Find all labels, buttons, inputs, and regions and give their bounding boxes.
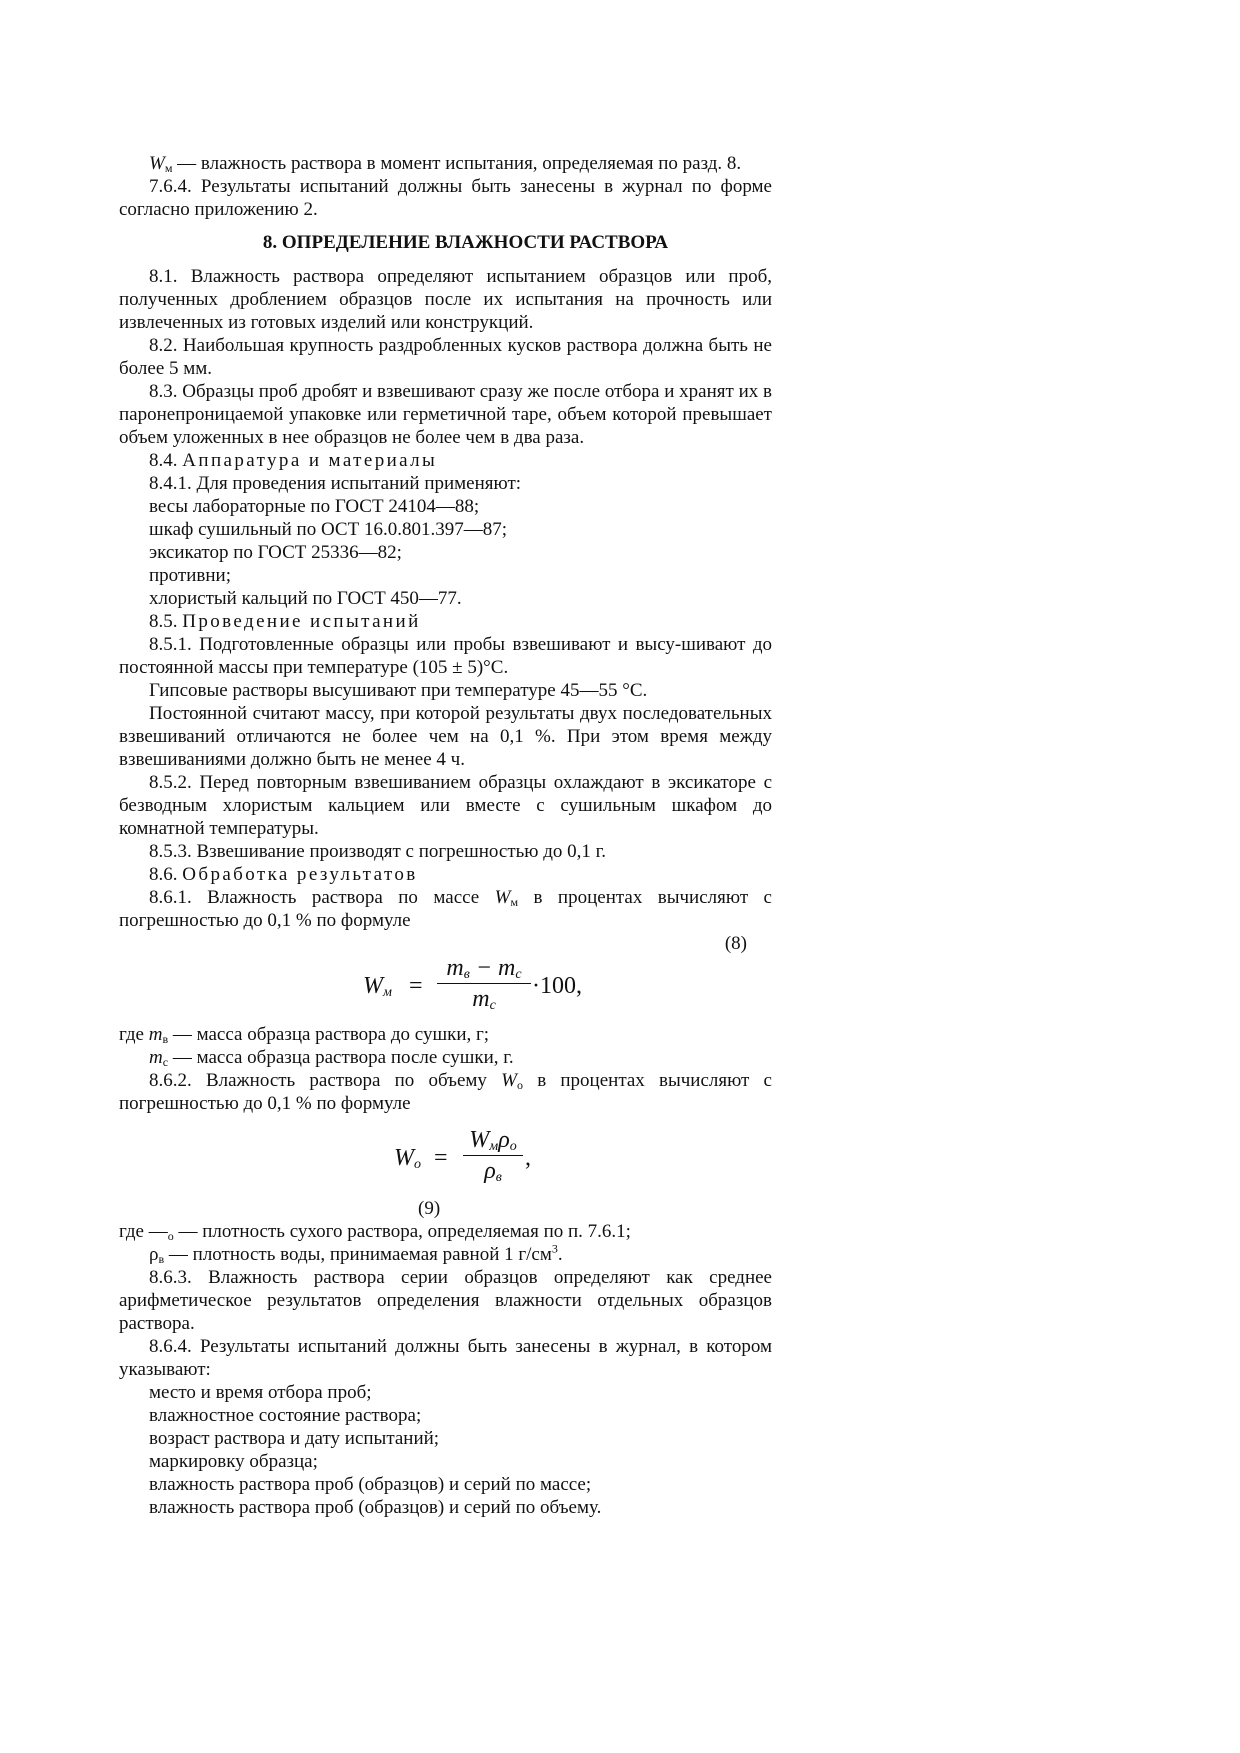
document-page	[119, 152, 772, 1519]
paragraph-constant-mass: Постоянной считают массу, при которой результаты двух последовательных взвешиваний отличаются не более чем на 0,1 %. При этом время между взвешиваниями должно быть не менее 4 ч.	[119, 703, 772, 770]
symbol-w: W	[494, 887, 511, 908]
formula-multiplier: ·100,	[532, 973, 582, 999]
lhs-symbol: W	[394, 1145, 414, 1171]
title: Аппаратура и материалы	[182, 450, 438, 471]
symbol-rho: ρ	[149, 1244, 159, 1265]
fraction-bar	[463, 1155, 523, 1156]
den-m: m	[472, 986, 490, 1012]
subscript: м	[510, 895, 519, 909]
paragraph-8-4-1: 8.4.1. Для проведения испытаний применяют:	[149, 473, 522, 494]
formula-equals: =	[434, 1145, 448, 1171]
num-rho: ρ	[498, 1127, 510, 1153]
text: — масса образца раствора до сушки, г;	[168, 1024, 490, 1045]
fraction-bar	[437, 983, 531, 984]
paragraph-wm-definition	[119, 152, 772, 175]
den-rho: ρ	[484, 1158, 496, 1184]
minus-sign: −	[469, 955, 499, 981]
text: в процентах вычисляют с погрешностью до 0,1 % по формуле	[119, 1070, 772, 1114]
subscript: в	[162, 1032, 169, 1046]
list-item: возраст раствора и дату испытаний;	[149, 1428, 440, 1449]
lhs-subscript: м	[383, 985, 392, 1000]
lhs-subscript: о	[414, 1157, 421, 1172]
num-sub2: с	[515, 967, 522, 982]
den-sub: в	[495, 1170, 502, 1185]
num-m: m	[446, 955, 464, 981]
paragraph-gypsum: Гипсовые растворы высушивают при температуре 45—55 °С.	[149, 680, 648, 701]
subheading-8-4	[119, 449, 772, 472]
where-rho-v	[119, 1243, 772, 1266]
list-item: влажностное состояние раствора;	[149, 1405, 422, 1426]
fraction-denominator	[437, 986, 531, 1012]
num-sub: м	[489, 1139, 499, 1154]
section-heading: 8. ОПРЕДЕЛЕНИЕ ВЛАЖНОСТИ РАСТВОРА	[262, 232, 669, 253]
number: 8.6.	[149, 864, 183, 885]
superscript: 3	[551, 1241, 558, 1256]
list-item: влажность раствора проб (образцов) и серий по массе;	[149, 1474, 592, 1495]
text: где	[119, 1024, 149, 1045]
list-item: эксикатор по ГОСТ 25336—82;	[149, 542, 402, 563]
formula-equals: =	[409, 973, 423, 999]
number: 8.4.	[149, 450, 183, 471]
paragraph-8-6-3: 8.6.3. Влажность раствора серии образцов определяют как среднее арифметическое результатов определения влажности отдельных образцов раствора.	[119, 1267, 772, 1334]
list-item: хлористый кальций по ГОСТ 450—77.	[149, 588, 462, 609]
subscript: о	[167, 1229, 174, 1243]
paragraph-8-5-2: 8.5.2. Перед повторным взвешиванием образцы охлаждают в эксикаторе с безводным хлористым кальцием или вместе с сушильным шкафом до комнатной температуры.	[119, 772, 772, 839]
where-rho-o	[119, 1220, 772, 1243]
text: — масса образца раствора после сушки, г.	[168, 1047, 514, 1068]
symbol-w: W	[149, 153, 165, 174]
formula-fraction	[463, 1127, 523, 1184]
text: 8.6.2. Влажность раствора по объему	[149, 1070, 502, 1091]
text: в процентах вычисляют с погрешностью до 0,1 % по формуле	[119, 887, 772, 931]
symbol-m: m	[148, 1024, 163, 1045]
paragraph-8-3: 8.3. Образцы проб дробят и взвешивают сразу же после отбора и хранят их в паронепроницаемой упаковке или герметичной таре, объем которой превышает объем уложенных в нее образцов не более чем в два раза.	[119, 381, 772, 448]
formula-8	[119, 955, 772, 1023]
list-item: маркировку образца;	[149, 1451, 318, 1472]
subscript: о	[516, 1078, 523, 1092]
paragraph-8-6-1	[119, 886, 772, 932]
text: — плотность воды, принимаемая равной 1 г/см	[164, 1244, 552, 1265]
fraction-numerator	[437, 955, 531, 981]
list-item: место и время отбора проб;	[149, 1382, 372, 1403]
paragraph-8-5-3: 8.5.3. Взвешивание производят с погрешностью до 0,1 г.	[149, 841, 607, 862]
equation-number-row	[119, 932, 772, 955]
subscript: в	[158, 1252, 165, 1266]
subheading-8-5	[119, 610, 772, 633]
list-item: влажность раствора проб (образцов) и серий по объему.	[149, 1497, 602, 1518]
fraction-denominator	[463, 1158, 523, 1184]
formula-lhs	[394, 1147, 421, 1170]
text: — влажность раствора в момент испытания, определяемая по разд. 8.	[172, 153, 742, 174]
where-m-c	[119, 1046, 772, 1069]
num-m2: m	[498, 955, 516, 981]
list-item: весы лабораторные по ГОСТ 24104—88;	[149, 496, 480, 517]
where-m-v	[119, 1023, 772, 1046]
list-item: противни;	[149, 565, 231, 586]
equation-number-9: (9)	[418, 1198, 441, 1219]
num-w: W	[469, 1127, 490, 1153]
paragraph-8-5-1: 8.5.1. Подготовленные образцы или пробы взвешивают и высу-шивают до постоянной массы при температуре (105 ± 5)°С.	[119, 634, 772, 678]
subheading-8-6	[119, 863, 772, 886]
paragraph-7-6-4: 7.6.4. Результаты испытаний должны быть занесены в журнал по форме согласно приложению 2.	[119, 176, 772, 220]
list-item: шкаф сушильный по ОСТ 16.0.801.397—87;	[149, 519, 507, 540]
text: .	[557, 1244, 563, 1265]
den-sub: с	[489, 998, 496, 1013]
paragraph-8-6-2	[119, 1069, 772, 1115]
paragraph-8-1: 8.1. Влажность раствора определяют испытанием образцов или проб, полученных дроблением образцов после их испытания на прочность или извлеченных из готовых изделий или конструкций.	[119, 266, 772, 333]
num-sub: в	[463, 967, 470, 982]
num-sub2: о	[509, 1139, 517, 1154]
title: Обработка результатов	[182, 864, 418, 885]
title: Проведение испытаний	[182, 611, 421, 632]
formula-lhs	[363, 975, 392, 998]
equation-number-8: (8)	[724, 933, 747, 954]
lhs-symbol: W	[363, 973, 383, 999]
symbol-w: W	[501, 1070, 517, 1091]
text: — плотность сухого раствора, определяемая по п. 7.6.1;	[173, 1221, 631, 1242]
formula-fraction	[437, 955, 531, 1012]
text: где —	[119, 1221, 168, 1242]
formula-9	[119, 1127, 772, 1197]
paragraph-8-2: 8.2. Наибольшая крупность раздробленных кусков раствора должна быть не более 5 мм.	[119, 335, 772, 379]
symbol-m: m	[149, 1047, 163, 1068]
number: 8.5.	[149, 611, 183, 632]
subscript: с	[162, 1055, 169, 1069]
text: 8.6.1. Влажность раствора по массе	[149, 887, 495, 908]
formula-comma: ,	[525, 1145, 531, 1171]
fraction-numerator	[463, 1127, 523, 1153]
paragraph-8-6-4: 8.6.4. Результаты испытаний должны быть занесены в журнал, в котором указывают:	[119, 1336, 772, 1380]
subscript: м	[164, 161, 173, 175]
